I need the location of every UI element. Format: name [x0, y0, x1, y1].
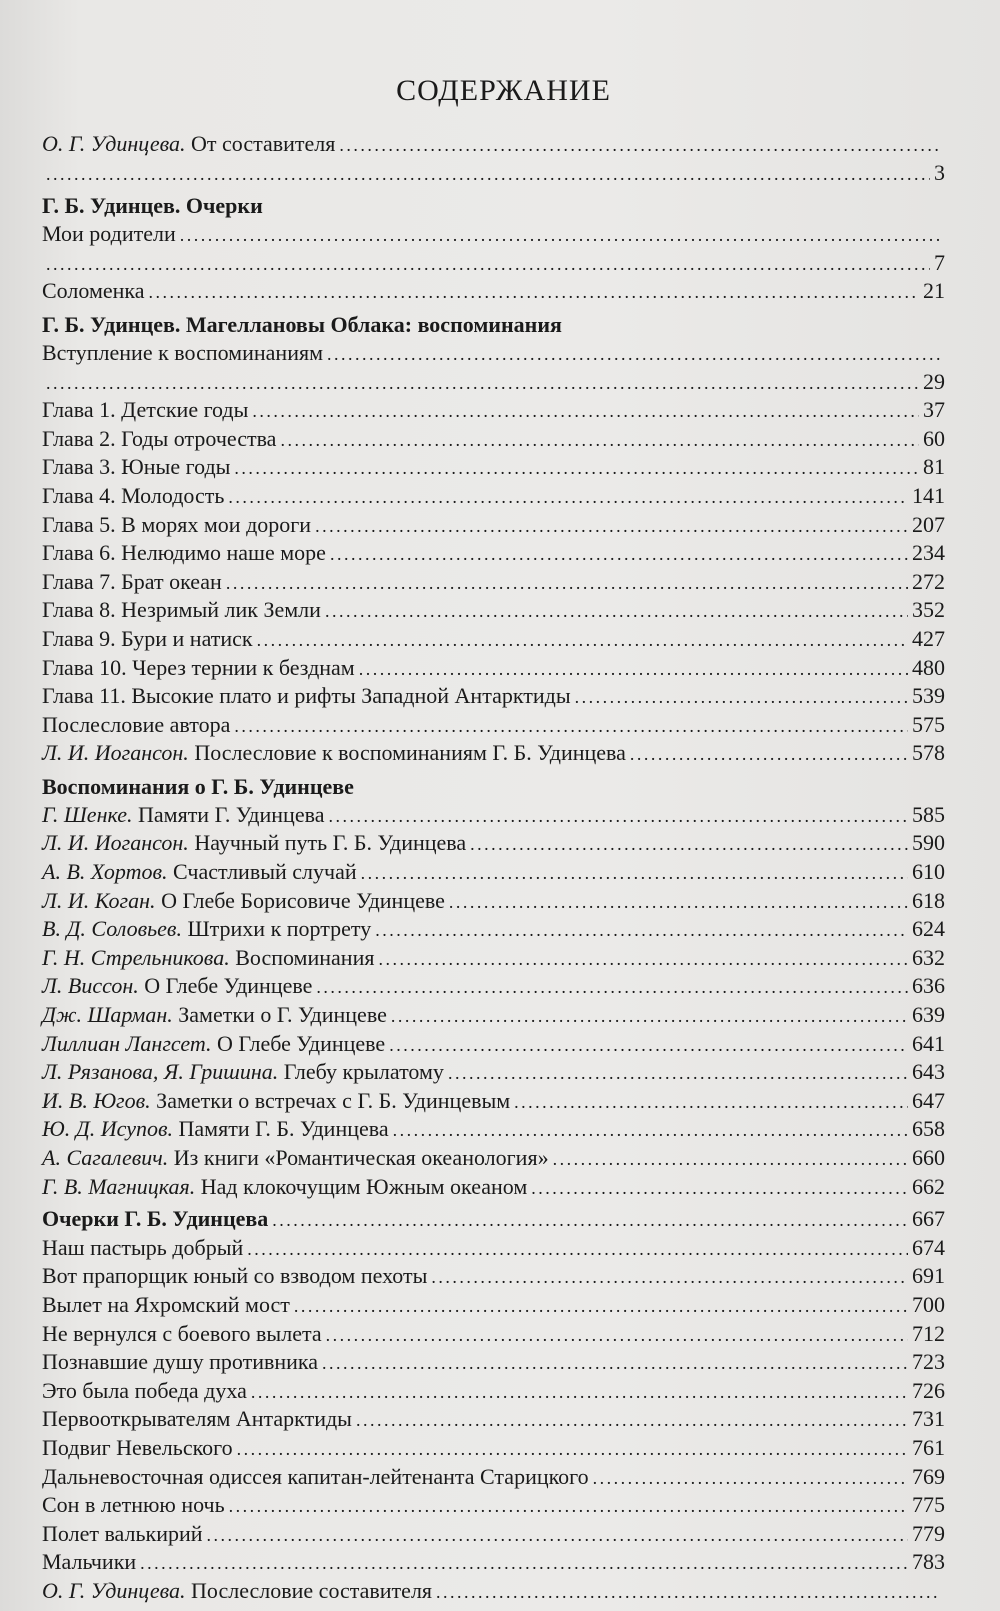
- toc-entry[interactable]: [42, 130, 945, 159]
- page-number: 60: [923, 425, 945, 451]
- page-number: 658: [912, 1116, 945, 1142]
- page-number: 712: [912, 1320, 945, 1346]
- page-number: 272: [912, 568, 945, 594]
- toc-entry-text: Памяти Г. Удинцева: [132, 801, 325, 827]
- toc-entry[interactable]: [42, 739, 945, 768]
- toc-entry-author: А. В. Хортов.: [42, 859, 168, 885]
- section-heading-text: Очерки Г. Б. Удинцева: [42, 1206, 269, 1232]
- toc-entry[interactable]: [42, 1001, 945, 1030]
- toc-entry[interactable]: [42, 1405, 945, 1434]
- toc-entry-title: [42, 1115, 389, 1144]
- page-number: 769: [912, 1463, 945, 1489]
- section-heading: [42, 1205, 945, 1234]
- toc-entry[interactable]: [42, 396, 945, 425]
- dot-leader: [228, 482, 908, 512]
- toc-entry-author: Лиллиан Лангсет.: [42, 1030, 212, 1056]
- page-number: 691: [912, 1263, 945, 1289]
- dot-leader: [316, 972, 908, 1002]
- dot-leader: [46, 368, 919, 398]
- toc-entry-text: Вылет на Яхромский мост: [42, 1291, 290, 1317]
- toc-entry-author: Г. В. Магницкая.: [42, 1173, 196, 1199]
- toc-entry[interactable]: [42, 368, 945, 397]
- dot-leader: [322, 1348, 908, 1378]
- dot-leader: [294, 1291, 908, 1321]
- dot-leader: [431, 1262, 908, 1292]
- page-number: 636: [912, 973, 945, 999]
- toc-entry-title: [42, 972, 312, 1001]
- toc-entry-text: Глава 11. Высокие плато и рифты Западной Антарктиды: [42, 683, 571, 709]
- toc-entry[interactable]: [42, 1320, 945, 1349]
- toc-entry-title: [42, 1377, 247, 1406]
- toc-entry-author: Г. Н. Стрельникова.: [42, 944, 230, 970]
- toc-entry[interactable]: [42, 944, 945, 973]
- toc-entry-title: [42, 482, 224, 511]
- toc-entry[interactable]: [42, 625, 945, 654]
- dot-leader: [326, 1320, 908, 1350]
- dot-leader: [149, 277, 919, 307]
- page-number: 7: [934, 249, 945, 275]
- toc-entry[interactable]: [42, 1058, 945, 1087]
- page-number: 639: [912, 1002, 945, 1028]
- toc-entry-text: Глава 10. Через тернии к безднам: [42, 654, 355, 680]
- toc-entry-text: Вот прапорщик юный со взводом пехоты: [42, 1263, 428, 1289]
- table-of-contents: [42, 130, 945, 1606]
- toc-entry-title: [42, 1320, 322, 1349]
- page-number: 352: [912, 597, 945, 623]
- toc-entry-title: [42, 739, 626, 768]
- dot-leader: [393, 1115, 908, 1145]
- toc-entry[interactable]: [42, 1234, 945, 1263]
- page-number: 674: [912, 1234, 945, 1260]
- page-number: 731: [912, 1406, 945, 1432]
- toc-entry-text: Памяти Г. Б. Удинцева: [173, 1116, 389, 1142]
- page-number: 3: [934, 159, 945, 185]
- toc-entry-author: А. Сагалевич.: [42, 1145, 169, 1170]
- toc-entry[interactable]: [42, 1115, 945, 1144]
- toc-entry-author: Л. И. Иогансон.: [42, 740, 189, 766]
- page-number: 667: [912, 1206, 945, 1232]
- toc-entry-text: Над клокочущим Южным океаном: [195, 1173, 528, 1199]
- toc-entry-text: Первооткрывателям Антарктиды: [42, 1406, 352, 1432]
- toc-entry-title: [42, 1463, 589, 1492]
- toc-entry-text: Наш пастырь добрый: [42, 1234, 244, 1260]
- dot-leader: [226, 568, 908, 598]
- page-title: СОДЕРЖАНИЕ: [396, 74, 611, 107]
- page-number: 761: [912, 1434, 945, 1460]
- toc-entry-text: Из книги «Романтическая океанология»: [168, 1145, 549, 1170]
- dot-leader: [630, 739, 908, 769]
- toc-entry-author: Л. И. Иогансон.: [42, 830, 189, 856]
- page-number: 723: [912, 1349, 945, 1375]
- dot-leader: [272, 1205, 908, 1235]
- toc-entry-text: Глава 7. Брат океан: [42, 568, 222, 594]
- toc-entry-title: [42, 539, 326, 568]
- toc-entry-text: Глава 5. В морях мои дороги: [42, 511, 312, 537]
- toc-entry-title: [42, 511, 311, 540]
- page-number: 660: [912, 1145, 945, 1170]
- toc-entry-title: [42, 1577, 432, 1606]
- toc-entry[interactable]: [42, 801, 945, 830]
- toc-entry-text: Вступление к воспоминаниям: [42, 339, 324, 365]
- toc-entry-text: Глава 6. Нелюдимо наше море: [42, 540, 326, 566]
- dot-leader: [234, 453, 919, 483]
- toc-entry[interactable]: [42, 1434, 945, 1463]
- toc-entry-author: Г. Шенке.: [42, 801, 133, 827]
- section-heading: Г. Б. Удинцев. Очерки: [42, 193, 263, 219]
- toc-entry[interactable]: [42, 1144, 945, 1173]
- toc-entry-text: Послесловие к воспоминаниям Г. Б. Удинцева: [188, 740, 626, 766]
- toc-entry-text: Глебу крылатому: [278, 1059, 444, 1085]
- toc-entry[interactable]: [42, 482, 945, 511]
- toc-entry-author: В. Д. Соловьев.: [42, 916, 182, 942]
- toc-entry-title: [42, 801, 324, 830]
- toc-entry[interactable]: [42, 1173, 945, 1202]
- toc-entry-text: Подвиг Невельского: [42, 1434, 233, 1460]
- dot-leader: [361, 858, 908, 888]
- toc-entry-title: [42, 1520, 203, 1549]
- toc-entry[interactable]: [42, 887, 945, 916]
- dot-leader: [234, 711, 908, 741]
- page-number: 775: [912, 1492, 945, 1518]
- dot-leader: [207, 1520, 908, 1550]
- page-number: 783: [912, 1549, 945, 1575]
- dot-leader: [237, 1434, 908, 1464]
- toc-entry-title: [42, 1405, 352, 1434]
- toc-entry-author: Л. Виссон.: [42, 973, 139, 999]
- toc-entry-text: Это была победа духа: [42, 1377, 247, 1403]
- toc-entry-title: [42, 596, 321, 625]
- toc-entry[interactable]: [42, 1030, 945, 1059]
- toc-entry-text: Послесловие автора: [42, 711, 231, 737]
- toc-entry-title: [42, 944, 374, 973]
- toc-entry-title: [42, 1144, 549, 1173]
- toc-entry[interactable]: [42, 915, 945, 944]
- toc-entry[interactable]: [42, 1087, 945, 1116]
- dot-leader: [575, 682, 908, 712]
- page-number: 610: [912, 859, 945, 885]
- toc-entry-title: [42, 1173, 527, 1202]
- toc-entry[interactable]: [42, 339, 945, 368]
- page-number: 662: [912, 1173, 945, 1199]
- dot-leader: [378, 944, 908, 974]
- toc-entry-title: [42, 568, 222, 597]
- dot-leader: [339, 130, 941, 160]
- toc-entry-text: Мальчики: [42, 1549, 137, 1575]
- toc-entry-text: Глава 3. Юные годы: [42, 454, 231, 480]
- page-number: 29: [923, 368, 945, 394]
- page-number: 578: [912, 740, 945, 766]
- page-number: 624: [912, 916, 945, 942]
- toc-entry-author: Дж. Шарман.: [42, 1002, 173, 1028]
- toc-entry[interactable]: [42, 1377, 945, 1406]
- dot-leader: [328, 801, 908, 831]
- dot-leader: [229, 1491, 908, 1521]
- dot-leader: [140, 1548, 908, 1578]
- toc-entry-text: Глава 9. Бури и натиск: [42, 625, 253, 651]
- toc-entry-title: [42, 453, 230, 482]
- toc-entry-title: [42, 1262, 427, 1291]
- page-number: 641: [912, 1030, 945, 1056]
- toc-entry[interactable]: [42, 159, 945, 188]
- dot-leader: [330, 539, 908, 569]
- toc-entry[interactable]: [42, 1577, 945, 1606]
- dot-leader: [257, 625, 908, 655]
- page-number: 141: [912, 482, 945, 508]
- toc-entry-title: [42, 915, 371, 944]
- toc-entry[interactable]: [42, 1491, 945, 1520]
- toc-entry-text: Дальневосточная одиссея капитан-лейтенанта Старицкого: [42, 1463, 589, 1489]
- dot-leader: [325, 596, 908, 626]
- toc-entry-text: Соломенка: [42, 278, 145, 304]
- toc-entry-text: От составителя: [185, 131, 336, 156]
- dot-leader: [356, 1405, 908, 1435]
- toc-entry-author: Ю. Д. Исупов.: [42, 1116, 174, 1142]
- toc-entry[interactable]: [42, 682, 945, 711]
- toc-entry-author: И. В. Югов.: [42, 1087, 151, 1113]
- toc-entry-text: Сон в летнюю ночь: [42, 1492, 225, 1518]
- toc-entry[interactable]: [42, 972, 945, 1001]
- page-number: 585: [912, 801, 945, 827]
- toc-entry-text: Счастливый случай: [167, 859, 357, 885]
- dot-leader: [315, 511, 908, 541]
- page-number: 726: [912, 1377, 945, 1403]
- dot-leader: [46, 159, 930, 189]
- toc-entry-text: О Глебе Борисовиче Удинцеве: [155, 887, 445, 913]
- dot-leader: [252, 396, 919, 426]
- dot-leader: [251, 1377, 908, 1407]
- dot-leader: [449, 887, 908, 917]
- toc-entry-text: Послесловие составителя: [185, 1577, 433, 1603]
- toc-entry-text: Штрихи к портрету: [181, 916, 372, 942]
- toc-entry-text: Глава 2. Годы отрочества: [42, 425, 277, 451]
- toc-entry-text: Заметки о встречах с Г. Б. Удинцевым: [150, 1087, 511, 1113]
- page-number: 700: [912, 1291, 945, 1317]
- toc-entry-title: [42, 396, 248, 425]
- dot-leader: [280, 425, 919, 455]
- toc-entry-title: [42, 829, 466, 858]
- toc-entry-author: О. Г. Удинцева.: [42, 1577, 186, 1603]
- dot-leader: [180, 220, 941, 250]
- toc-entry-text: Воспоминания: [229, 944, 375, 970]
- page-number: 81: [923, 454, 945, 480]
- toc-entry-text: Мои родители: [42, 221, 176, 247]
- toc-entry[interactable]: [42, 1463, 945, 1492]
- section-heading: Г. Б. Удинцев. Магеллановы Облака: воспоминания: [42, 311, 562, 337]
- toc-entry-text: Познавшие душу противника: [42, 1349, 319, 1375]
- dot-leader: [593, 1463, 908, 1493]
- toc-entry[interactable]: [42, 511, 945, 540]
- toc-entry[interactable]: [42, 425, 945, 454]
- toc-entry-title: [42, 858, 357, 887]
- page-number: 21: [923, 278, 945, 304]
- page-number: 632: [912, 944, 945, 970]
- page-number: 427: [912, 625, 945, 651]
- dot-leader: [375, 915, 908, 945]
- toc-entry-text: О Глебе Удинцеве: [211, 1030, 386, 1056]
- dot-leader: [531, 1173, 908, 1203]
- toc-entry-text: Не вернулся с боевого вылета: [42, 1320, 322, 1346]
- page-number: 590: [912, 830, 945, 856]
- dot-leader: [436, 1577, 941, 1607]
- toc-entry[interactable]: [42, 453, 945, 482]
- toc-entry-text: Глава 8. Незримый лик Земли: [42, 597, 321, 623]
- toc-entry-title: [42, 339, 323, 368]
- toc-entry-text: Глава 4. Молодость: [42, 482, 225, 508]
- dot-leader: [247, 1234, 908, 1264]
- toc-entry-text: Полет валькирий: [42, 1520, 203, 1546]
- toc-entry-title: [42, 1434, 233, 1463]
- toc-entry-text: О Глебе Удинцеве: [138, 973, 313, 999]
- page-number: 643: [912, 1059, 945, 1085]
- toc-entry-text: Научный путь Г. Б. Удинцева: [188, 830, 467, 856]
- toc-entry[interactable]: [42, 654, 945, 683]
- toc-entry-title: [42, 1058, 444, 1087]
- toc-entry-title: [42, 1548, 136, 1577]
- toc-entry-title: [42, 1001, 387, 1030]
- page-number: 480: [912, 654, 945, 680]
- page-number: 207: [912, 511, 945, 537]
- toc-entry-text: Заметки о Г. Удинцеве: [172, 1002, 387, 1028]
- page-number: 647: [912, 1087, 945, 1113]
- toc-entry[interactable]: [42, 1291, 945, 1320]
- toc-entry[interactable]: [42, 829, 945, 858]
- dot-leader: [389, 1030, 908, 1060]
- toc-entry[interactable]: [42, 1348, 945, 1377]
- toc-entry-title: [42, 1234, 243, 1263]
- dot-leader: [327, 339, 941, 369]
- page-number: 575: [912, 711, 945, 737]
- toc-entry[interactable]: [42, 858, 945, 887]
- toc-entry[interactable]: [42, 711, 945, 740]
- toc-entry[interactable]: [42, 1262, 945, 1291]
- toc-entry-title: [42, 220, 176, 249]
- toc-entry-title: [42, 1030, 385, 1059]
- dot-leader: [391, 1001, 908, 1031]
- dot-leader: [448, 1058, 908, 1088]
- section-heading: Воспоминания о Г. Б. Удинцеве: [42, 773, 354, 799]
- dot-leader: [359, 654, 908, 684]
- toc-entry[interactable]: [42, 1548, 945, 1577]
- toc-entry-title: [42, 625, 253, 654]
- toc-entry[interactable]: [42, 220, 945, 249]
- toc-entry-author: Л. И. Коган.: [42, 887, 156, 913]
- toc-entry-title: [42, 277, 145, 306]
- toc-entry-title: [42, 1348, 318, 1377]
- toc-entry-text: Глава 1. Детские годы: [42, 397, 249, 423]
- toc-entry-author: О. Г. Удинцева.: [42, 131, 186, 156]
- dot-leader: [470, 829, 908, 859]
- dot-leader: [514, 1087, 908, 1117]
- page-number: 618: [912, 887, 945, 913]
- page-number: 539: [912, 683, 945, 709]
- toc-entry-title: [42, 682, 571, 711]
- toc-entry-author: Л. Рязанова, Я. Гришина.: [42, 1059, 279, 1085]
- toc-entry[interactable]: [42, 249, 945, 278]
- toc-entry-title: [42, 711, 230, 740]
- toc-entry-title: [42, 1291, 290, 1320]
- dot-leader: [553, 1144, 908, 1174]
- page-number: 234: [912, 540, 945, 566]
- toc-entry-title: [42, 887, 445, 916]
- toc-entry[interactable]: [42, 1520, 945, 1549]
- toc-entry[interactable]: [42, 568, 945, 597]
- page-number: 37: [923, 397, 945, 423]
- toc-entry-title: [42, 130, 335, 159]
- toc-entry[interactable]: [42, 596, 945, 625]
- page-number: 779: [912, 1520, 945, 1546]
- toc-entry[interactable]: [42, 277, 945, 306]
- toc-entry[interactable]: [42, 539, 945, 568]
- toc-entry-title: [42, 425, 276, 454]
- toc-entry-title: [42, 1087, 510, 1116]
- toc-entry-title: [42, 654, 355, 683]
- dot-leader: [46, 249, 930, 279]
- toc-entry-title: [42, 1491, 225, 1520]
